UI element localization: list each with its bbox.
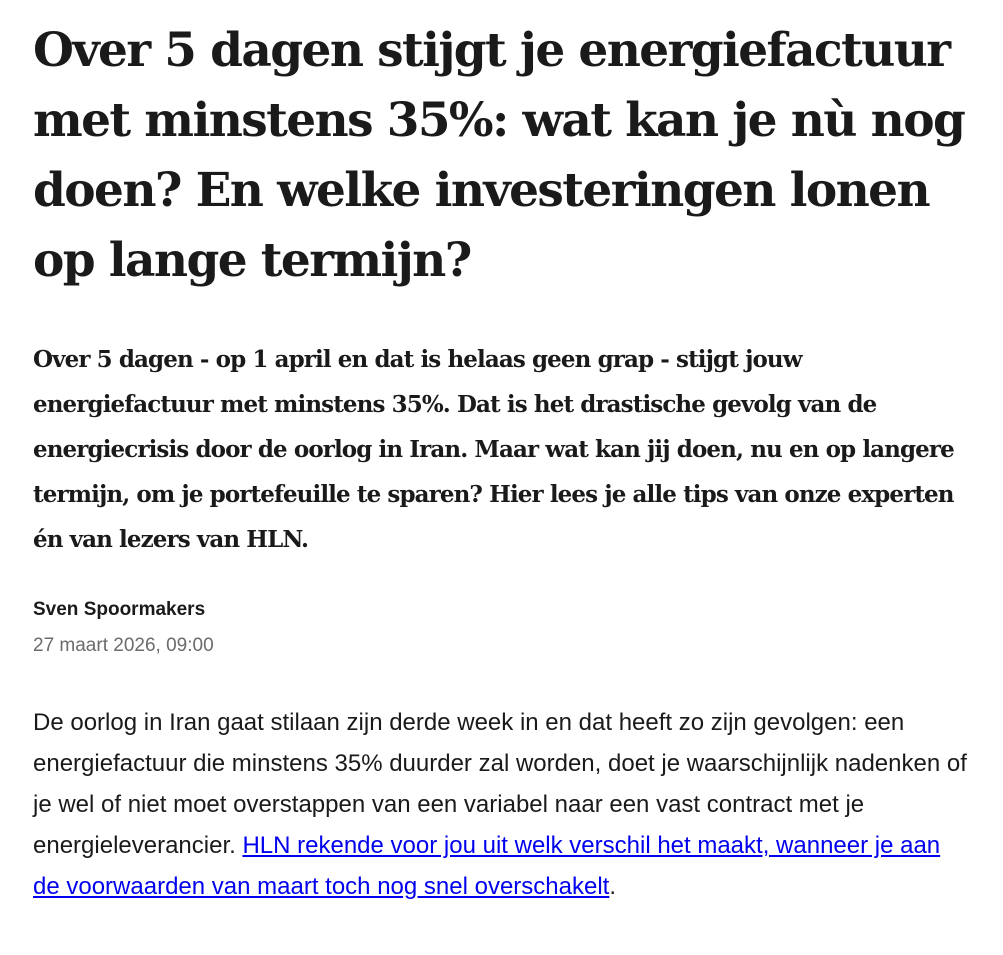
article-lead: Over 5 dagen - op 1 april en dat is helaas geen grap - stijgt jouw energiefactuur met minstens 35%. Dat is het drastische gevolg van de energiecrisis door de oorlog in Iran. Maar wat kan jij doen, nu en op langere termijn, om je portefeuille te sparen? Hier lees je alle tips van onze experten én van lezers van HLN. bbox=[33, 346, 954, 553]
article-headline: Over 5 dagen stijgt je energiefactuur met minstens 35%: wat kan je nù nog doen? En welke investeringen lonen op lange termijn? bbox=[33, 23, 965, 288]
author-name[interactable]: Sven Spoormakers bbox=[33, 599, 206, 620]
article bbox=[33, 16, 973, 907]
article-inline-link[interactable]: HLN rekende voor jou uit welk verschil het maakt, wanneer je aan de voorwaarden van maart toch nog snel overschakelt bbox=[33, 832, 941, 900]
body-end: . bbox=[609, 873, 616, 900]
body-text: De oorlog in Iran gaat stilaan zijn derde week in en dat heeft zo zijn gevolgen: een energiefactuur die minstens 35% duurder zal worden, doet je waarschijnlijk nadenken of je wel of niet moet overstappen van een variabel naar een vast contract met je energieleverancier. bbox=[33, 709, 967, 859]
publish-date: 27 maart 2026, 09:00 bbox=[33, 635, 214, 656]
byline bbox=[33, 597, 973, 659]
article-body-paragraph bbox=[33, 702, 973, 907]
